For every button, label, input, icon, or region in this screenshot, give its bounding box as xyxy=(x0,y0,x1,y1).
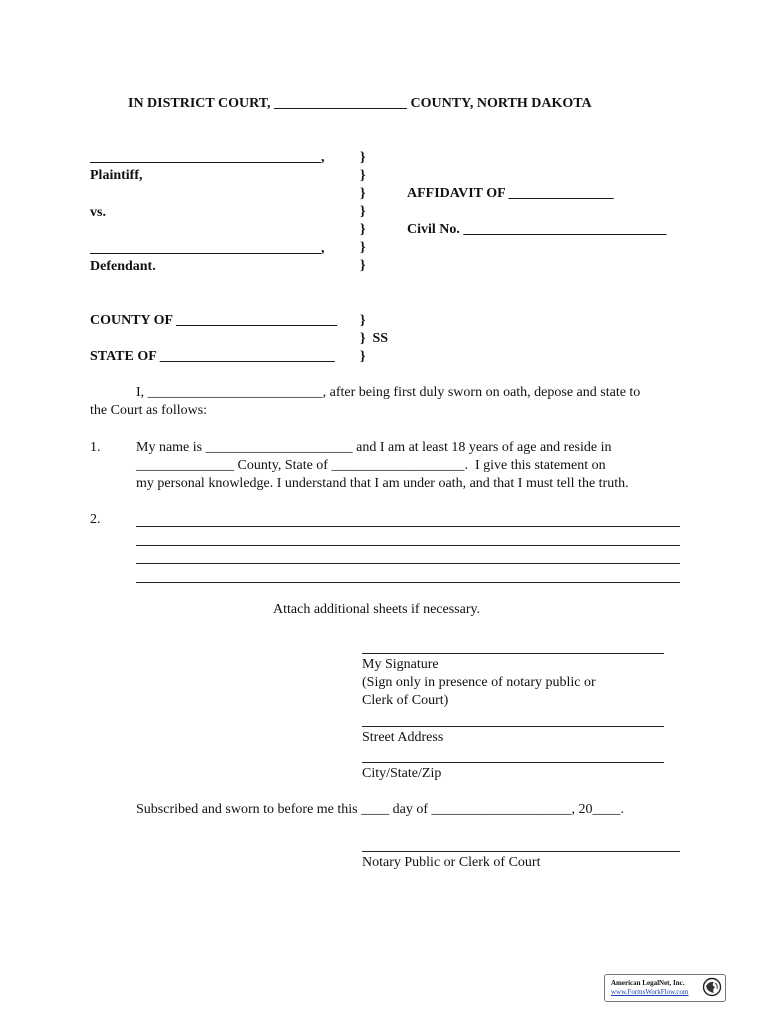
caption-brace: } xyxy=(360,204,366,219)
caption-brace: } xyxy=(360,168,366,183)
footer-badge xyxy=(604,974,726,1002)
paragraph-1-line-2[interactable]: ______________ County, State of ___________________. I give this statement on xyxy=(136,458,606,473)
notary-label: Notary Public or Clerk of Court xyxy=(362,855,541,870)
paragraph-1-line-3: my personal knowledge. I understand that I am under oath, and that I must tell the truth. xyxy=(136,476,629,491)
subscribed-sworn-line[interactable]: Subscribed and sworn to before me this ____ day of ____________________, 20____. xyxy=(136,802,624,817)
sign-instruction-1: (Sign only in presence of notary public or xyxy=(362,675,596,690)
city-state-zip-line[interactable] xyxy=(362,762,664,763)
paragraph-1-number: 1. xyxy=(90,440,101,455)
city-state-zip-label: City/State/Zip xyxy=(362,766,442,781)
statement-line[interactable] xyxy=(136,563,680,564)
caption-brace: } xyxy=(360,186,366,201)
vs-label: vs. xyxy=(90,205,106,220)
venue-brace: } xyxy=(360,349,366,364)
court-title: IN DISTRICT COURT, ___________________ COUNTY, NORTH DAKOTA xyxy=(128,96,592,111)
caption-brace: } xyxy=(360,222,366,237)
attach-note: Attach additional sheets if necessary. xyxy=(273,602,481,617)
caption-brace: } xyxy=(360,150,366,165)
my-signature-label: My Signature xyxy=(362,657,439,672)
plaintiff-name-line[interactable]: _________________________________, xyxy=(90,150,325,165)
sign-instruction-2: Clerk of Court) xyxy=(362,693,449,708)
statement-line[interactable] xyxy=(136,545,680,546)
globe-logo-icon xyxy=(702,977,722,997)
state-of-field[interactable]: STATE OF _________________________ xyxy=(90,349,335,364)
footer-company: American LegalNet, Inc. xyxy=(611,979,685,987)
street-address-label: Street Address xyxy=(362,730,444,745)
statement-line[interactable] xyxy=(136,526,680,527)
notary-signature-line[interactable] xyxy=(362,851,680,852)
plaintiff-label: Plaintiff, xyxy=(90,168,143,183)
signature-line[interactable] xyxy=(362,653,664,654)
venue-brace: } xyxy=(360,313,366,328)
civil-no-field[interactable]: Civil No. _____________________________ xyxy=(407,222,667,237)
footer-url[interactable]: www.FormsWorkFlow.com xyxy=(611,988,689,996)
defendant-name-line[interactable]: _________________________________, xyxy=(90,241,325,256)
statement-line[interactable] xyxy=(136,582,680,583)
county-of-field[interactable]: COUNTY OF _______________________ xyxy=(90,313,338,328)
caption-brace: } xyxy=(360,240,366,255)
defendant-label: Defendant. xyxy=(90,259,156,274)
venue-brace-ss: } SS xyxy=(360,331,389,346)
paragraph-2-number: 2. xyxy=(90,512,101,527)
caption-brace: } xyxy=(360,258,366,273)
paragraph-1-line-1[interactable]: My name is _____________________ and I am at least 18 years of age and reside in xyxy=(136,440,612,455)
affiant-intro-continuation: the Court as follows: xyxy=(90,403,208,418)
street-address-line[interactable] xyxy=(362,726,664,727)
affiant-intro-line[interactable]: I, _________________________, after being first duly sworn on oath, depose and state to xyxy=(136,385,641,400)
affidavit-of-field[interactable]: AFFIDAVIT OF _______________ xyxy=(407,186,614,201)
